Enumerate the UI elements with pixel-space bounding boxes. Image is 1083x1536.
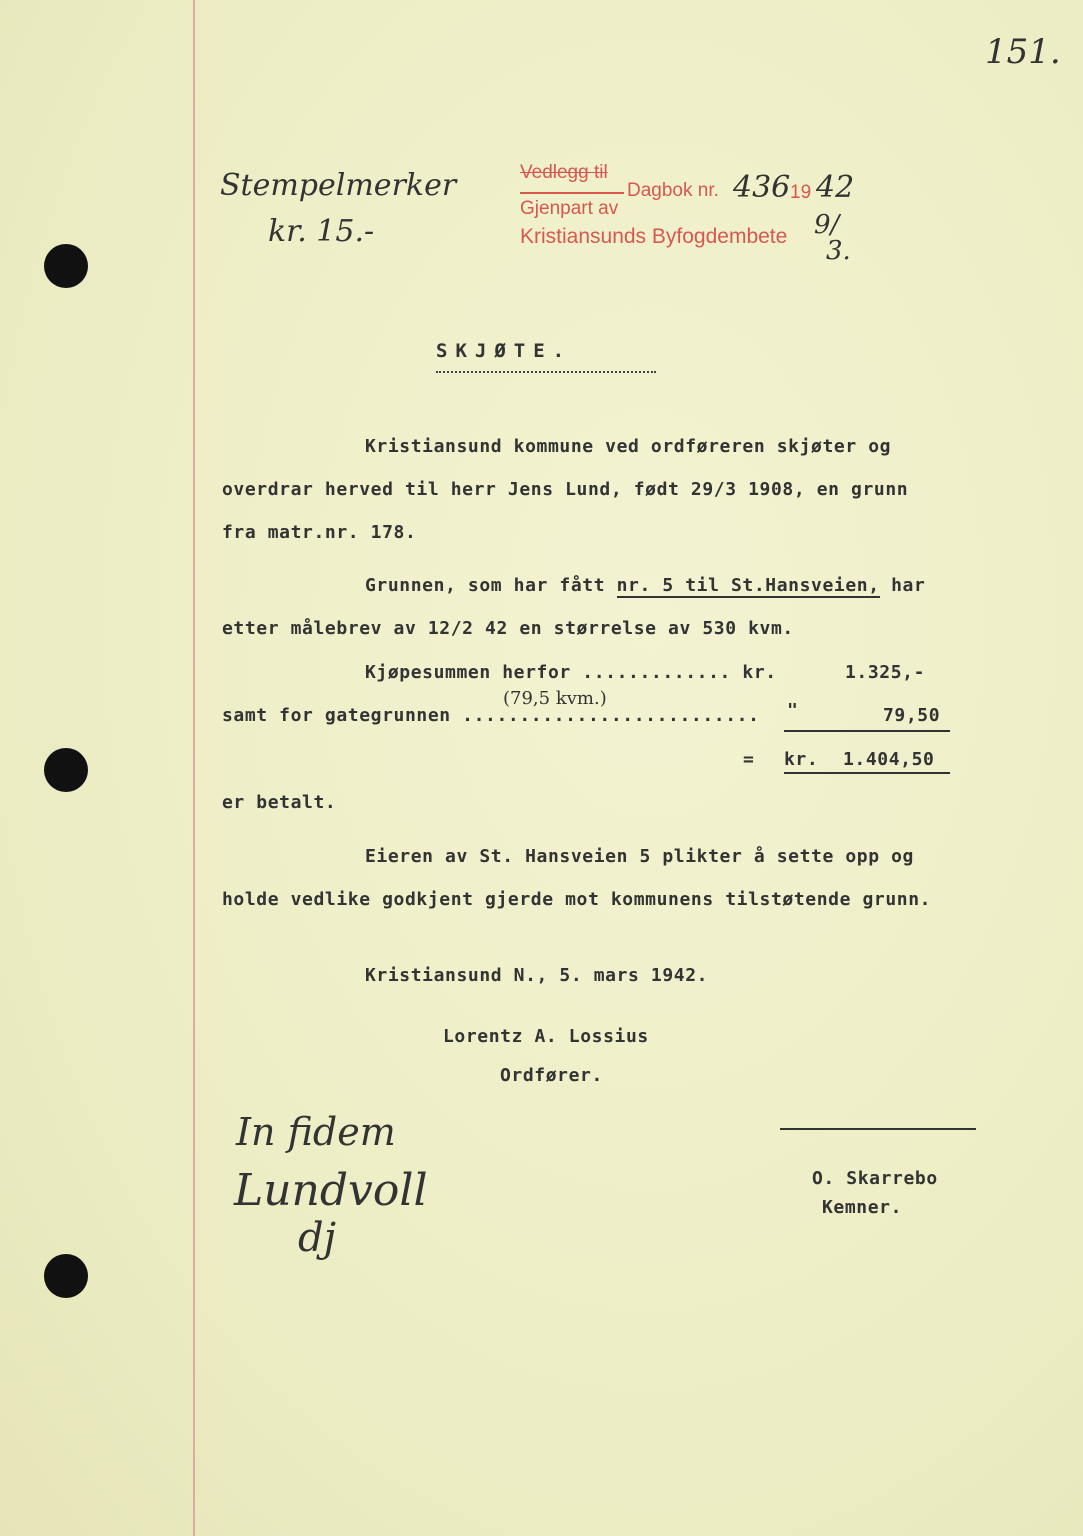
body-text: har — [891, 575, 926, 596]
year-prefix: 19 — [790, 182, 812, 203]
body-line: holde vedlike godkjent gjerde mot kommunens tilstøtende grunn. — [222, 889, 932, 910]
year-suffix: 42 — [816, 170, 855, 205]
document-title: SKJØTE. — [436, 340, 573, 362]
paid-line: er betalt. — [222, 792, 337, 813]
kemner-title: Kemner. — [822, 1197, 903, 1218]
fidem-signature: Lundvoll — [234, 1165, 428, 1216]
margin-line — [193, 0, 195, 1536]
place-date: Kristiansund N., 5. mars 1942. — [365, 965, 709, 986]
total-value: 1.404,50 — [843, 749, 935, 770]
ditto-mark: " — [787, 700, 799, 721]
punch-hole-bottom — [44, 1254, 88, 1298]
mayor-name: Lorentz A. Lossius — [443, 1026, 649, 1047]
page-number: 151. — [985, 32, 1061, 72]
date-day: 9/ — [814, 210, 840, 240]
total-currency: kr. — [784, 749, 819, 770]
mayor-title: Ordfører. — [500, 1065, 603, 1086]
address-underlined: nr. 5 til St.Hansveien, — [616, 575, 880, 596]
punch-hole-middle — [44, 748, 88, 792]
body-line — [365, 575, 925, 596]
price-value: 1.325,- — [845, 662, 926, 683]
stamp-rule — [520, 192, 624, 194]
sum-rule — [784, 730, 950, 732]
dagbok-label: Dagbok nr. — [627, 180, 719, 201]
total-equals: = — [743, 749, 755, 770]
price-label: Kjøpesummen herfor ............. kr. — [365, 662, 777, 683]
body-line: Eieren av St. Hansveien 5 plikter å sette opp og — [365, 846, 914, 867]
body-line: fra matr.nr. 178. — [222, 522, 417, 543]
body-text: Grunnen, som har fått — [365, 575, 606, 596]
body-line: etter målebrev av 12/2 42 en størrelse av 530 kvm. — [222, 618, 794, 639]
signature-line — [780, 1128, 976, 1130]
gjenpart-label: Gjenpart av — [520, 198, 619, 219]
fidem-initials: dj — [298, 1215, 337, 1261]
body-line: Kristiansund kommune ved ordføreren skjøter og — [365, 436, 892, 457]
office-name: Kristiansunds Byfogdembete — [520, 225, 788, 248]
punch-hole-top — [44, 244, 88, 288]
kemner-name: O. Skarrebo — [812, 1168, 938, 1189]
title-underline — [436, 371, 656, 373]
street-value: 79,50 — [883, 705, 941, 726]
vedlegg-label: Vedlegg til — [520, 162, 608, 183]
date-month: 3. — [826, 236, 851, 266]
in-fidem: In fidem — [236, 1110, 396, 1154]
total-rule — [784, 772, 950, 774]
stamp-marks-amount: kr. 15.- — [268, 214, 375, 249]
body-line: overdrar herved til herr Jens Lund, født 29/3 1908, en grunn — [222, 479, 909, 500]
stamp-marks-label: Stempelmerker — [220, 168, 457, 203]
street-area-note: (79,5 kvm.) — [503, 688, 607, 709]
dagbok-number: 436 — [733, 170, 791, 205]
street-label: samt for gategrunnen .......................... — [222, 705, 760, 726]
